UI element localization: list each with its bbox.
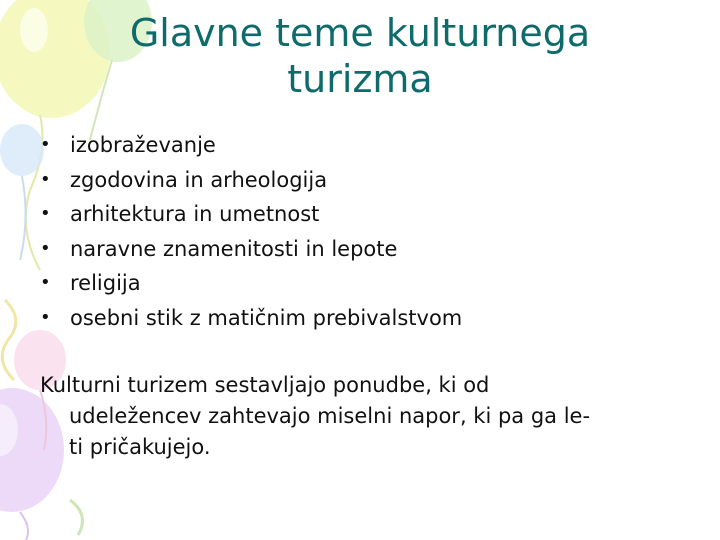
list-item-label: izobraževanje <box>70 133 216 157</box>
list-item-label: religija <box>70 271 141 295</box>
bullet-icon: • <box>40 203 51 224</box>
slide-title-line-1: Glavne teme kulturnega <box>129 11 591 55</box>
bullet-icon: • <box>40 237 51 259</box>
slide-title-line-2: turizma <box>287 57 433 101</box>
paragraph-line-1: Kulturni turizem sestavljajo ponudbe, ki od <box>40 373 490 397</box>
list-item <box>40 232 462 267</box>
list-item <box>40 128 462 163</box>
list-item-label: osebni stik z matičnim prebivalstvom <box>70 305 463 330</box>
bullet-icon: • <box>40 134 51 155</box>
list-item-label: zgodovina in arheologija <box>70 167 328 192</box>
slide-title <box>60 10 660 102</box>
list-item <box>40 163 462 198</box>
list-item-label: arhitektura in umetnost <box>70 202 320 226</box>
balloon-blue-icon <box>0 124 44 260</box>
list-item-label: naravne znamenitosti in lepote <box>70 236 398 261</box>
bullet-icon: • <box>40 168 51 190</box>
paragraph-line-2: udeležencev zahtevajo miselni napor, ki pa ga le- <box>69 404 591 428</box>
bullet-icon: • <box>40 272 51 293</box>
streamer-icon <box>2 300 16 380</box>
streamer-icon <box>70 500 83 535</box>
definition-paragraph <box>40 370 680 463</box>
topic-list <box>40 128 462 335</box>
list-item <box>40 301 462 336</box>
list-item <box>40 197 462 232</box>
bullet-icon: • <box>40 306 51 328</box>
paragraph-line-3: ti pričakujejo. <box>69 435 211 459</box>
list-item <box>40 266 462 301</box>
